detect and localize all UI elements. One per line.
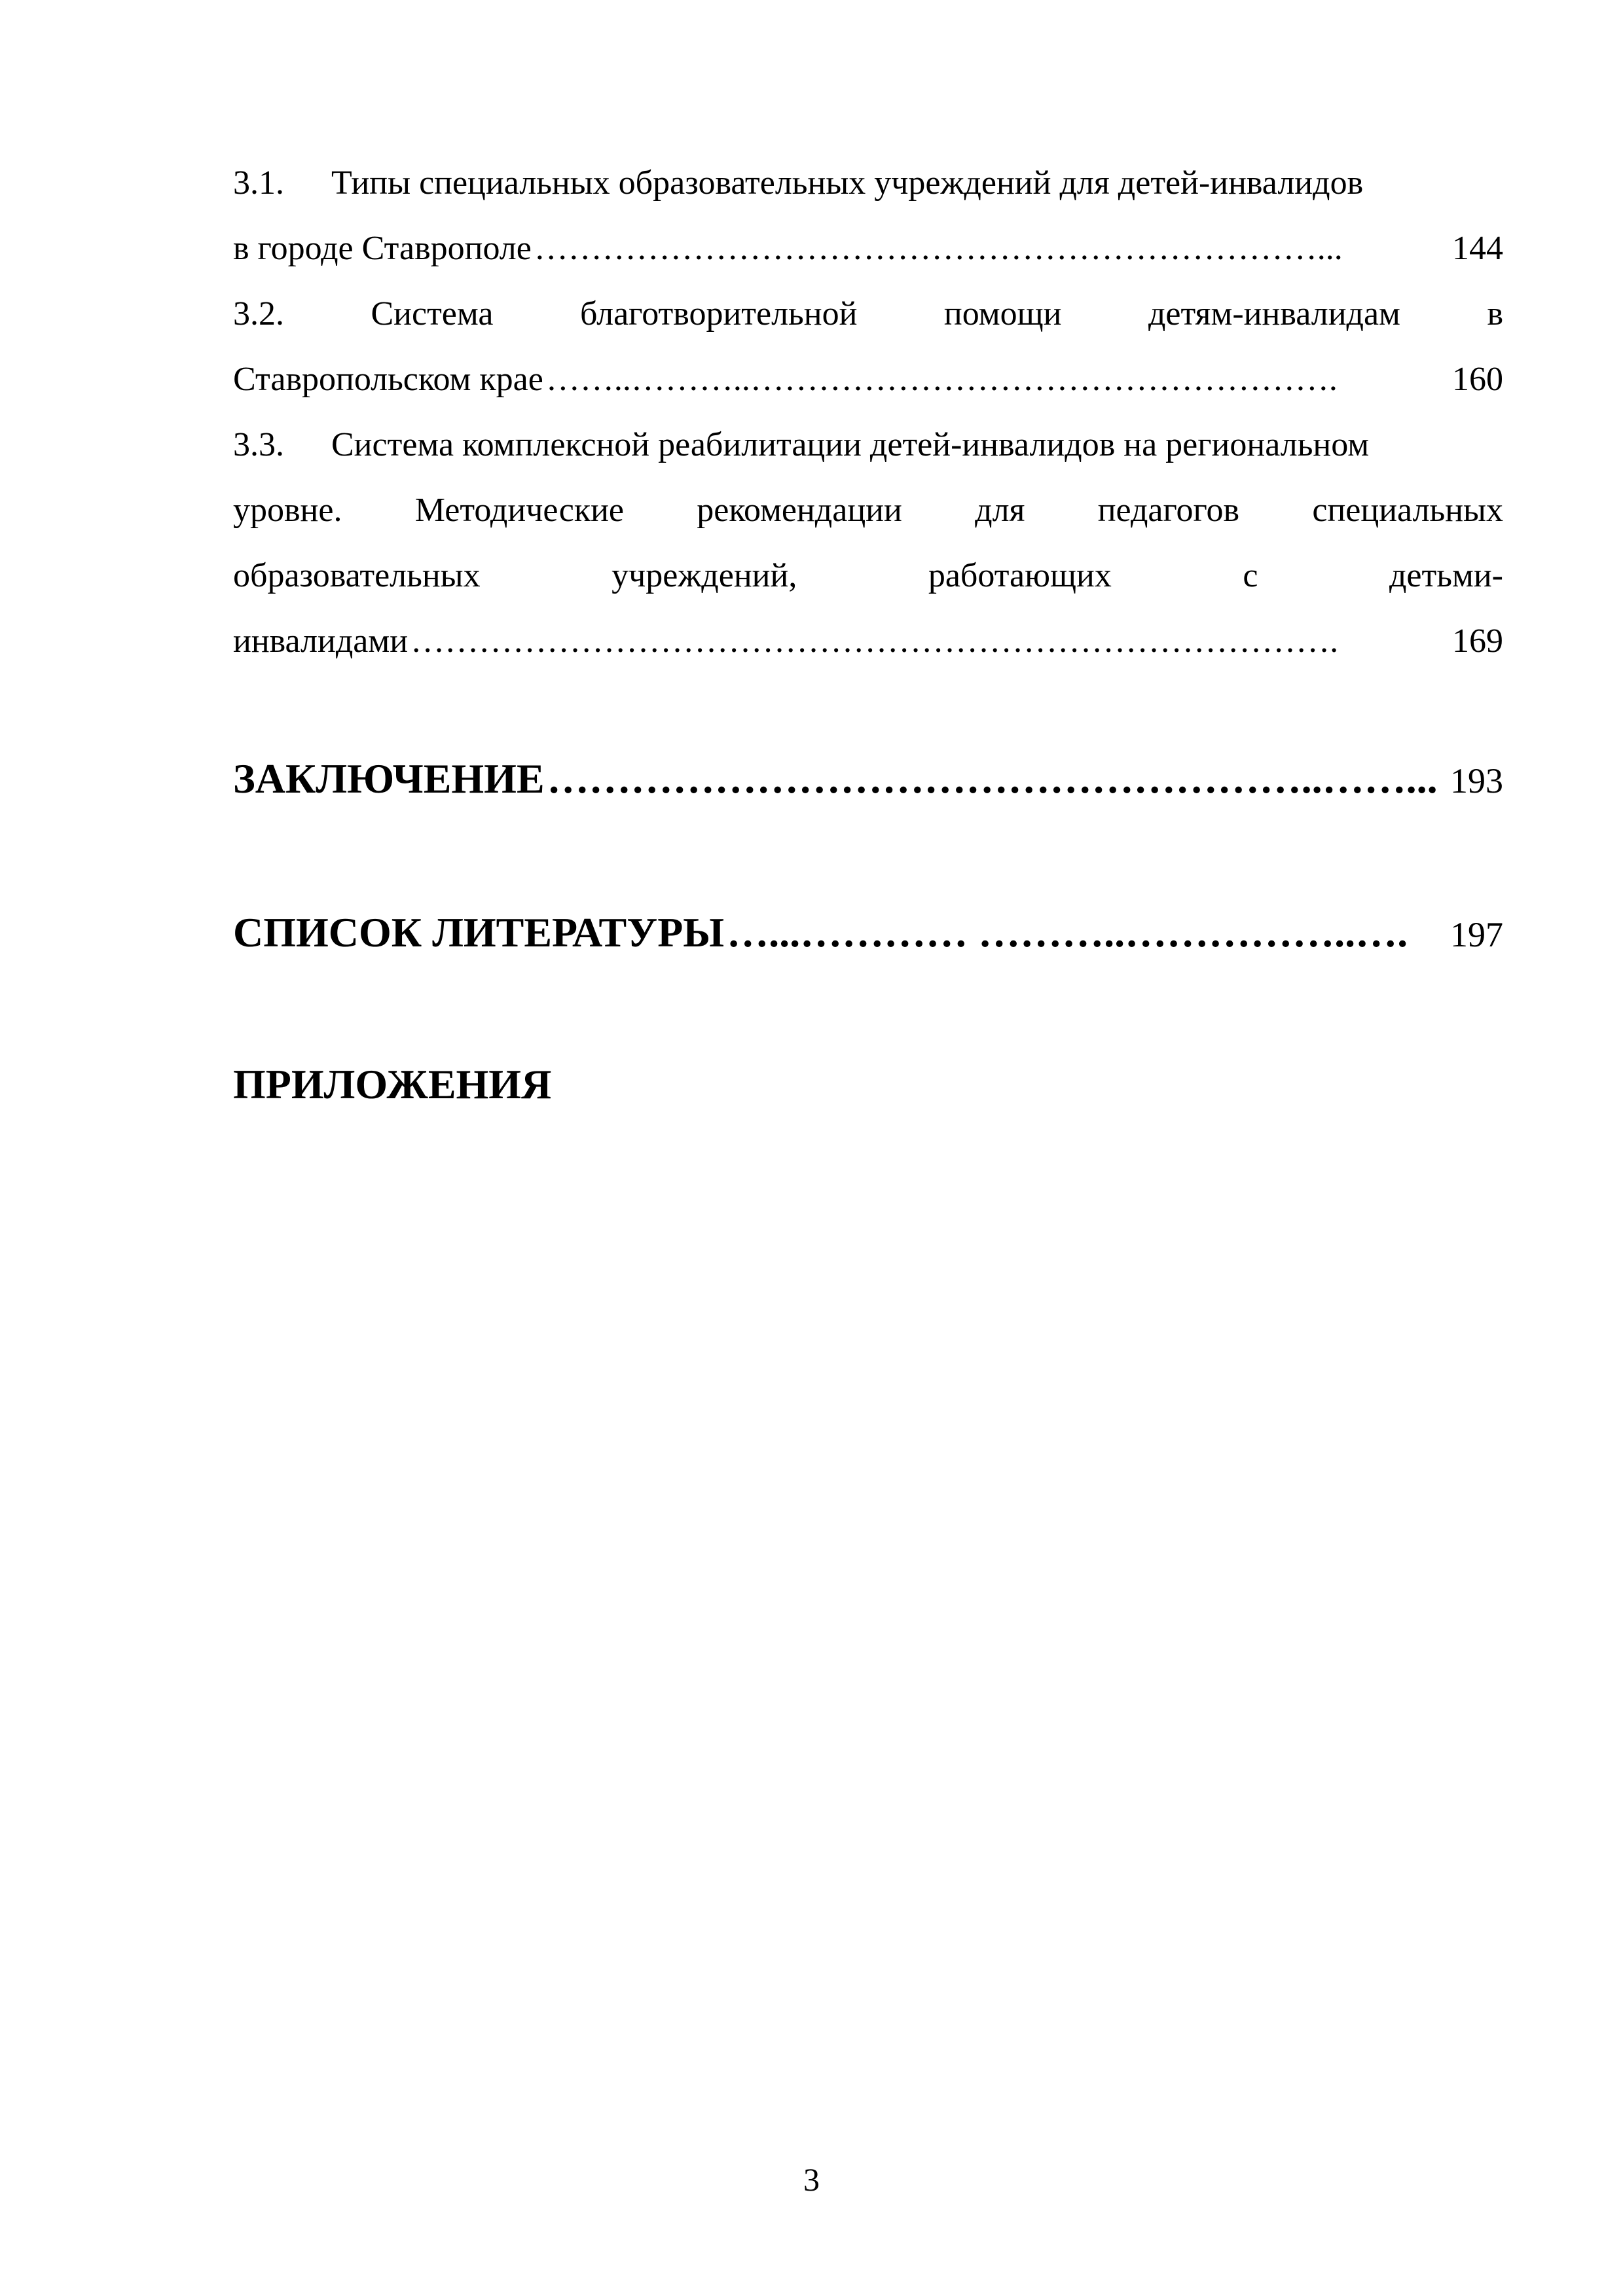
dot-leader: ……..………..……………………………………………. xyxy=(545,361,1338,398)
conclusion-title: ЗАКЛЮЧЕНИЕ xyxy=(233,755,545,802)
toc-entry-3-3-line1 xyxy=(233,412,1503,478)
dot-leader: ………………………………………………..……... xyxy=(547,755,1438,802)
section-title-continued: инвалидами xyxy=(233,622,409,660)
toc-entry-3-3-line2: уровне. Методические рекомендации для педагогов специальных xyxy=(233,492,1503,529)
dot-leader: …...………… ………..……………..…. xyxy=(727,909,1408,956)
toc-entry-3-2-line2 xyxy=(233,347,1503,412)
dot-leader: ………………………………………………………………………. xyxy=(410,622,1339,660)
page-ref: 193 xyxy=(1450,761,1503,800)
toc-entry-3-2-line1: 3.2. Система благотворительной помощи детям-инвалидам в xyxy=(233,295,1503,332)
toc-entry-literature xyxy=(233,906,1503,961)
toc-entry-3-1-line2 xyxy=(233,216,1503,281)
section-title-continued: в городе Ставрополе xyxy=(233,230,532,267)
section-title: Типы специальных образовательных учреждений для детей-инвалидов xyxy=(331,164,1364,202)
page-ref: 197 xyxy=(1450,915,1503,954)
toc-entry-conclusion xyxy=(233,753,1503,807)
toc-entry-3-3-line4 xyxy=(233,609,1503,674)
page-number: 3 xyxy=(803,2161,820,2198)
toc-entry-appendix xyxy=(233,1058,1503,1111)
toc-entry-3-3-line3: образовательных учреждений, работающих с детьми- xyxy=(233,557,1503,594)
page-ref: 169 xyxy=(1452,622,1503,660)
toc-entry-3-1-line1 xyxy=(233,151,1503,216)
literature-title: СПИСОК ЛИТЕРАТУРЫ xyxy=(233,909,725,956)
table-of-contents xyxy=(233,151,1503,674)
section-title: Система комплексной реабилитации детей-инвалидов на региональном xyxy=(331,426,1370,463)
page-ref: 160 xyxy=(1452,361,1503,398)
appendix-title: ПРИЛОЖЕНИЯ xyxy=(233,1061,552,1107)
section-number: 3.1. xyxy=(233,164,284,202)
page-ref: 144 xyxy=(1452,230,1503,267)
section-number: 3.3. xyxy=(233,426,284,463)
section-title-continued: Ставропольском крае xyxy=(233,361,543,398)
dot-leader: ……………………………………………………………... xyxy=(534,230,1343,267)
